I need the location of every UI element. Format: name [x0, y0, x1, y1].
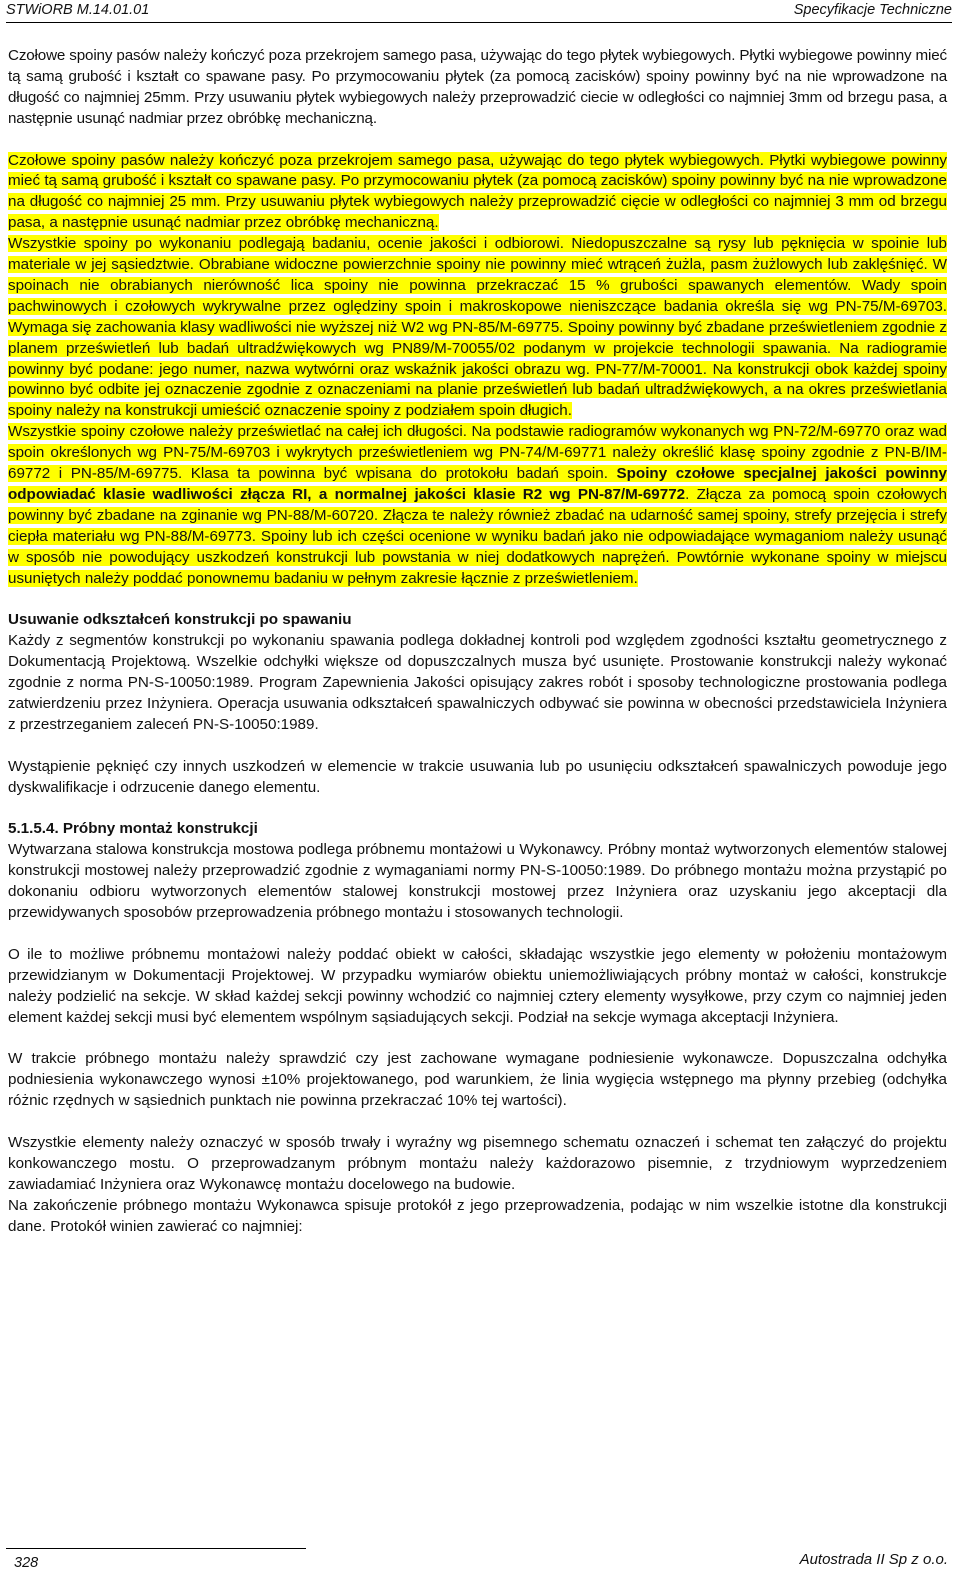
company-name: Autostrada II Sp z o.o. — [799, 1551, 948, 1568]
paragraph-cracks: Wystąpienie pęknięć czy innych uszkodzeń w elemencie w trakcie usuwania lub po usunięciu odkształceń spawalniczych powoduje jego dyskwalifikacje i odrzucenie danego elementu. — [8, 757, 947, 796]
paragraph-assembly-sections: O ile to możliwe próbnemu montażowi należy poddać obiekt w całości, składając wszystkie jego elementy w położeniu montażowym przewidzianym w Dokumentacji Projektowej. W przypadku wymiarów obiektu uniemożliwiających próbny montaż w całości, konstrukcje należy podzielić na sekcje. W skład każdej sekcji powinny wchodzić co najmniej cztery elementy wysyłkowe, przy czym co najmniej jeden element każdej sekcji musi być elementem wspólnym sąsiadujących sekcji. Podział na sekcje wymaga akceptacji Inżyniera. — [8, 945, 947, 1026]
document-body — [8, 46, 947, 1238]
paragraph-protocol: Na zakończenie próbnego montażu Wykonawca spisuje protokół z jego przeprowadzenia, podając w nim wszelkie istotne dla konstrukcji dane. Protokół winien zawierać co najmniej: — [8, 1196, 947, 1235]
paragraph-deformation: Każdy z segmentów konstrukcji po wykonaniu spawania podlega dokładnej kontroli pod względem zgodności kształtu geometrycznego z Dokumentacją Projektową. Wszelkie odchyłki większe od dopuszczalnych musza być usunięte. Prostowanie konstrukcji należy wykonać zgodnie z norma PN-S-10050:1989. Program Zapewnienia Jakości opisujący zakres robót i sposoby technologiczne prostowania podlega zatwierdzeniu przez Inżyniera. Operacja usuwania odkształceń spawalniczych odbywać sie powinna w obecności przedstawiciela Inżyniera z przestrzeganiem zaleceń PN-S-10050:1989. — [8, 632, 947, 733]
paragraph-radiography — [8, 422, 947, 589]
document-section: Specyfikacje Techniczne — [793, 2, 952, 18]
page-number: 328 — [14, 1555, 39, 1571]
paragraph-trial-assembly: Wytwarzana stalowa konstrukcja mostowa podlega próbnemu montażowi u Wykonawcy. Próbny montaż wytworzonych elementów stalowej konstrukcji mostowej należy przeprowadzić zgodnie z wymaganiami normy PN-S-10050:1989. Do próbnego montażu można przystąpić po dokonaniu odbioru wytworzonych elementów stalowej konstrukcji mostowej przez Inżyniera oraz uzyskaniu jego akceptacji dla przewidywanych sposobów przeprowadzenia próbnego montażu i stosowanych technologii. — [8, 841, 947, 922]
paragraph-weld-inspection — [8, 234, 947, 422]
page-footer — [6, 1548, 952, 1578]
highlighted-text: Czołowe spoiny pasów należy kończyć poza przekrojem samego pasa, używając do tego płytek wybiegowych. Płytki wybiegowe powinny mieć tą samą grubość i kształt co spawane pasy. Po przymocowaniu płytek (za pomocą zacisków) spoiny powinny być na nie wprowadzone na długość co najmniej 25 mm. Przy usuwaniu płytek wybiegowych należy przeprowadzić cięcie w odległości co najmniej 3 mm od brzegu pasa, a następnie usunąć nadmiar przez obróbkę mechaniczną. — [8, 151, 947, 232]
paragraph-welds-revised — [8, 151, 947, 235]
footer-divider — [6, 1548, 306, 1549]
highlighted-bold-text: Spoiny czołowe specjalnej jakości powinny odpowiadać klasie wadliwości złącza RI, a normalnej jakości klasie R2 wg PN-87/M-69772 — [8, 465, 948, 504]
paragraph-camber: W trakcie próbnego montażu należy sprawdzić czy jest zachowane wymagane podniesienie wykonawcze. Dopuszczalna odchyłka podniesienia wykonawczego wynosi ±10% projektowanego, pod warunkiem, że linia wygięcia wstępnego ma płynny przebieg (odchyłka różnic rzędnych w sąsiednich punktach nie powinna przekraczać 10% tej wartości). — [8, 1050, 947, 1110]
paragraph-welds-original: Czołowe spoiny pasów należy kończyć poza przekrojem samego pasa, używając do tego płytek wybiegowych. Płytki wybiegowe powinny mieć tą samą grubość i kształt co spawane pasy. Po przymocowaniu płytek (za pomocą zacisków) spoiny powinny być na nie wprowadzone na długość co najmniej 25mm. Przy usuwaniu płytek wybiegowych należy przeprowadzić ciecie w odległości co najmniej 3mm od brzegu pasa, a następnie usunąć nadmiar przez obróbkę mechaniczną. — [8, 47, 947, 127]
paragraph-marking: Wszystkie elementy należy oznaczyć w sposób trwały i wyraźny wg pisemnego schematu oznaczeń i schemat ten załączyć do projektu konkowanczego mostu. O przeprowadzanym próbnym montażu należy każdorazowo pisemnie, z trzydniowym wyprzedzeniem zawiadamiać Inżyniera oraz Wykonawcę montażu docelowego na budowie. — [8, 1134, 947, 1193]
highlighted-text: Wszystkie spoiny po wykonaniu podlegają badaniu, ocenie jakości i odbiorowi. Niedopuszczalne są rysy lub pęknięcia w spoinie lub materiale w jej sąsiedztwie. Obrabiane widoczne powierzchnie spoiny nie powinny mieć wtrąceń żużla, pasm żużlowych lub zaklęśnięć. W spoinach nie obrabianych nierówność lica spoiny nie powinna przekraczać 15 % grubości spawanych elementów. Wady spoin pachwinowych i czołowych wykrywalne przez oględziny spoin i makroskopowe nieniszczące badania określa się wg PN-75/M-69703. Wymaga się zachowania klasy wadliwości nie wyższej niż W2 wg PN-85/M-69775. Spoiny powinny być zbadane prześwietleniem zgodnie z planem prześwietleń lub badań ultradźwiękowych wg PN89/M-70055/02 podanym w projekcie technologii spawania. Na radiogramie powinny być podane: jego numer, nazwa wytwórni oraz wskaźnik jakości obrazu wg. PN-77/M-70001. Na konstrukcji obok każdej spoiny powinno być odbite jej oznaczenie zgodnie z oznaczeniami na planie prześwietleń lub badań ultradźwiękowych, a na okres prześwietlania spoiny należy na konstrukcji umieścić oznaczenie spoiny z podziałem spoin długich. — [8, 235, 947, 420]
highlighted-text: Wszystkie spoiny czołowe należy prześwietlać na całej ich długości. Na podstawie radiogramów wykonanych wg PN-72/M-69770 oraz wad spoin określonych wg PN-75/M-69703 i wykrytych prześwietleniem wg PN-74/M-69771 należy określić klasę spoiny zgodnie z PN-B/IM-69772 i PN-85/M-69775. Klasa ta powinna być wpisana do protokołu badań spoin. — [8, 423, 947, 483]
section-heading-trial-assembly: 5.1.5.4. Próbny montaż konstrukcji — [8, 820, 258, 838]
page-header — [6, 0, 952, 23]
section-heading-deformation: Usuwanie odkształceń konstrukcji po spawaniu — [8, 611, 352, 629]
highlighted-text: . Złącza za pomocą spoin czołowych powinny być zbadane na zginanie wg PN-88/M-60720. Złącza te należy również zbadać na udarność samej spoiny, strefy przejęcia i strefy ciepła materiału wg PN-88/M-69773. Spoiny lub ich części ocenione w wyniku badań jako nie odpowiadające wymaganiom należy usunąć w sposób nie powodujący uszkodzeń konstrukcji lub powstania w niej dodatkowych naprężeń. Powtórnie wykonane spoiny w miejscu usuniętych należy poddać ponownemu badaniu w pełnym zakresie łącznie z prześwietleniem. — [8, 486, 947, 587]
document-code: STWiORB M.14.01.01 — [6, 2, 150, 18]
